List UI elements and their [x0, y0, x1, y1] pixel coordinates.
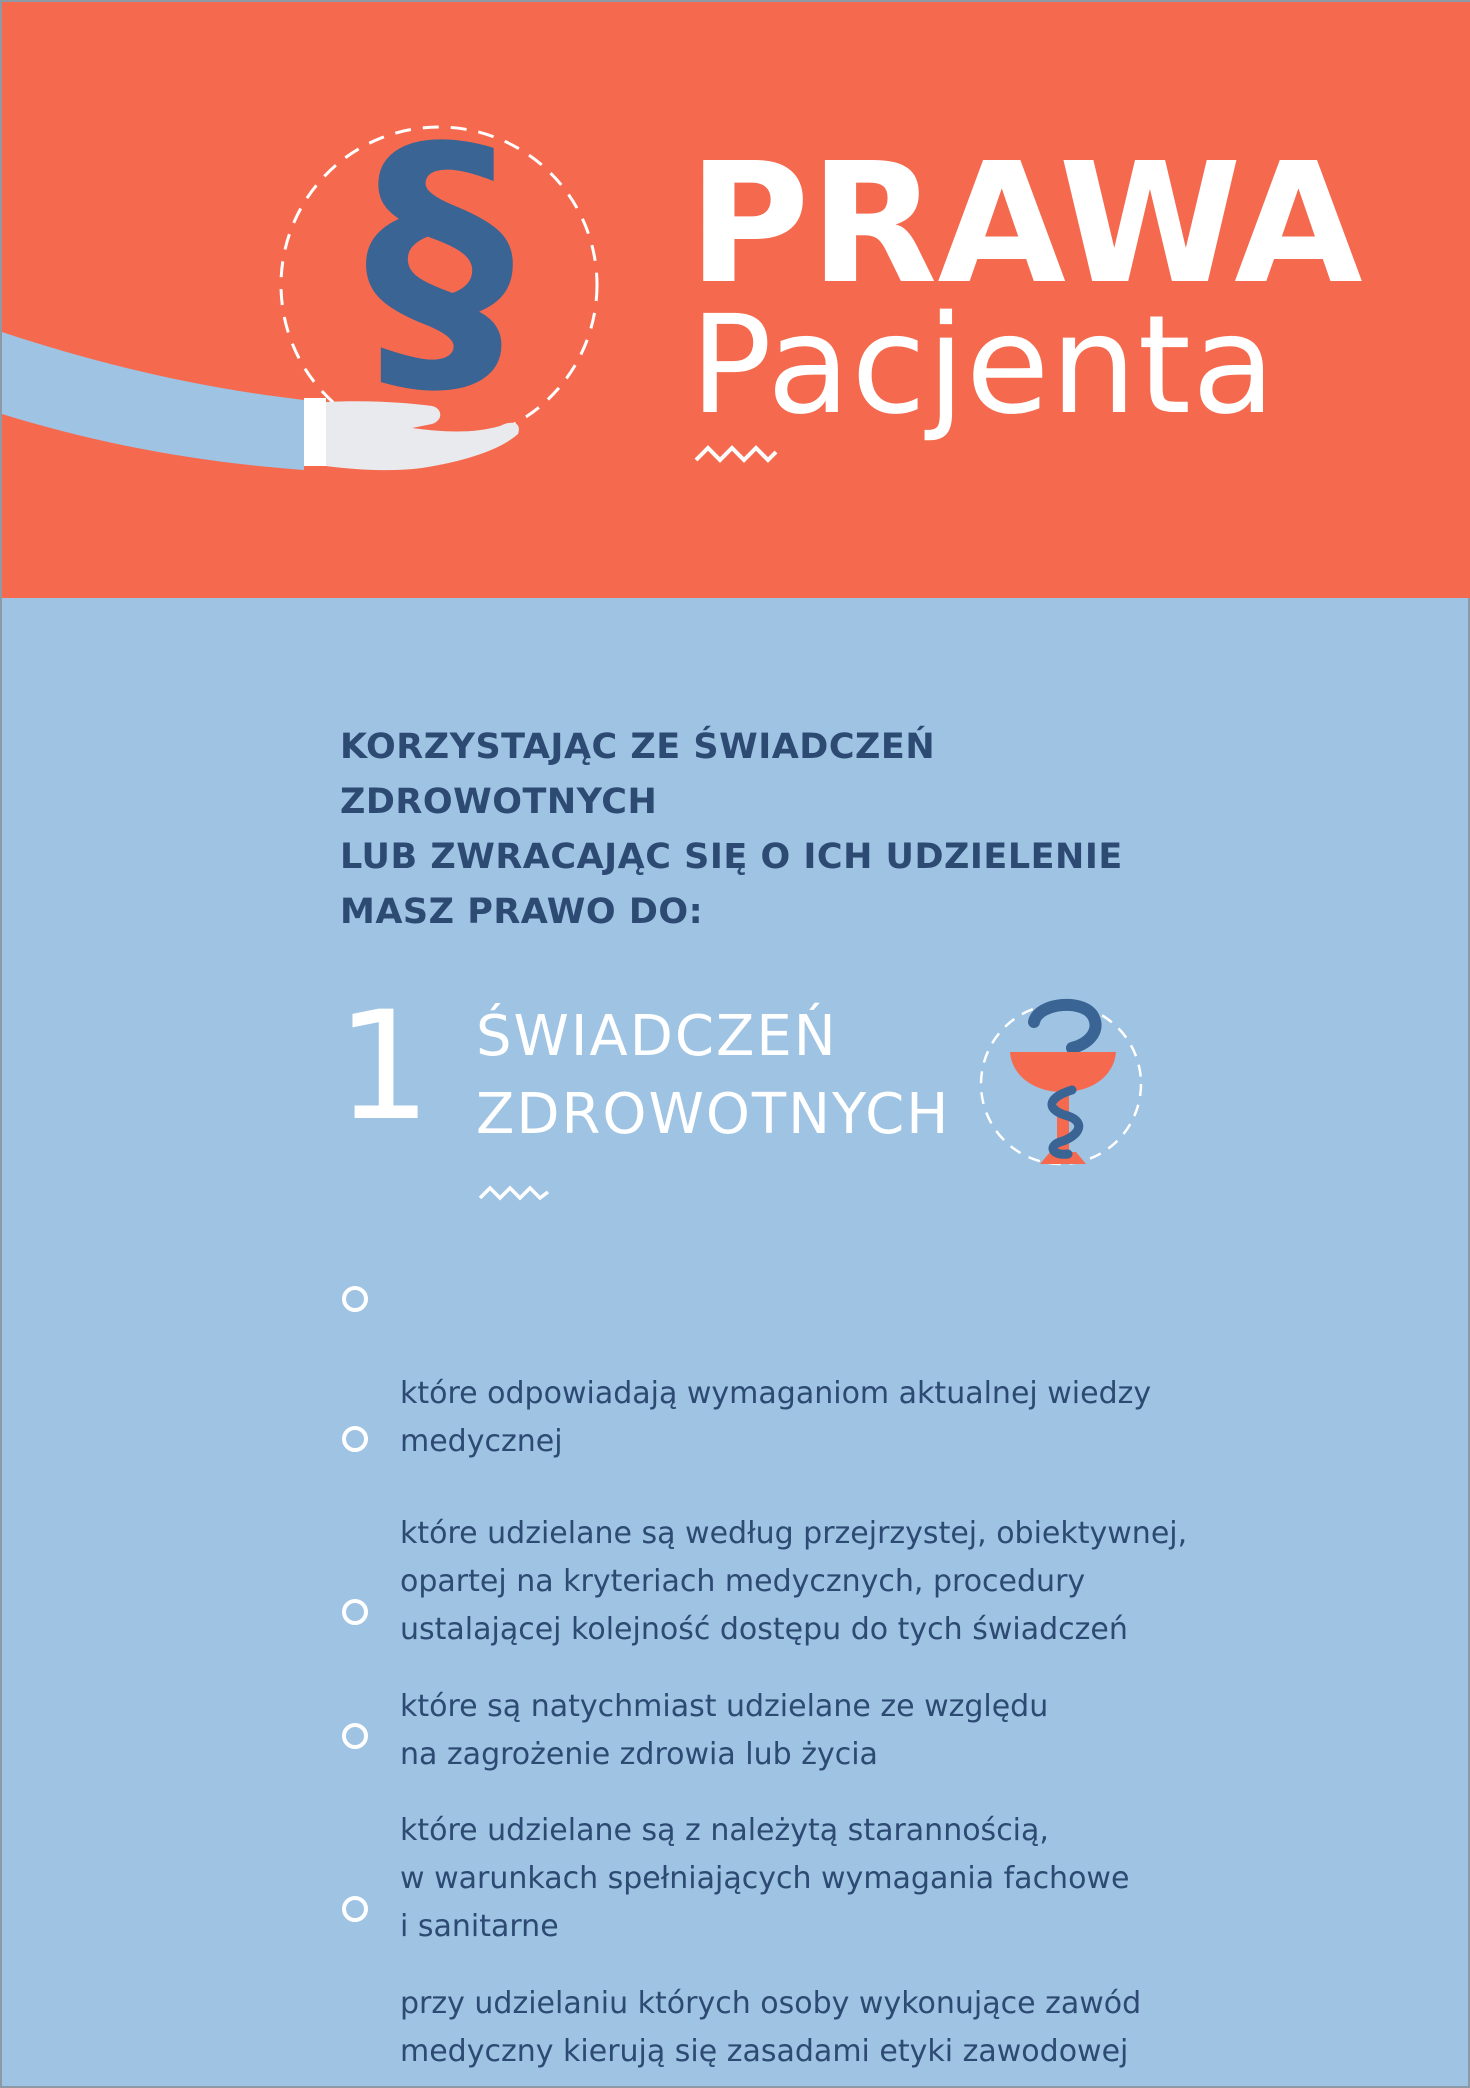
zigzag-icon: [694, 440, 778, 466]
section-number: 1: [336, 980, 432, 1154]
bowl-of-hygieia-icon: [976, 994, 1146, 1174]
bullet-circle-icon: [342, 1896, 368, 1922]
list-item: [340, 1884, 1141, 2076]
cuff-icon: [304, 398, 326, 466]
list-item-text: które udzielane są według przejrzystej, obiektywnej, opartej na kryteriach medycznych, procedury ustalającej kolejność dostępu do tych świadczeń: [400, 1516, 1188, 1647]
bullet-circle-icon: [342, 1599, 368, 1625]
page-title: PRAWA: [688, 128, 1363, 321]
bullet-circle-icon: [342, 1426, 368, 1452]
paragraph-icon: §: [364, 84, 514, 433]
header-banner: [2, 2, 1470, 598]
section-title: ŚWIADCZEŃ ZDROWOTNYCH: [476, 1004, 951, 1147]
sleeve-icon: [2, 332, 304, 470]
bullet-circle-icon: [342, 1723, 368, 1749]
list-item-text: które są natychmiast udzielane ze względu na zagrożenie zdrowia lub życia: [400, 1689, 1049, 1772]
zigzag-icon: [478, 1180, 550, 1204]
intro-text: KORZYSTAJĄC ZE ŚWIADCZEŃ ZDROWOTNYCH LUB ZWRACAJĄC SIĘ O ICH UDZIELENIE MASZ PRAWO DO:: [340, 727, 1123, 932]
list-item-text: przy udzielaniu których osoby wykonujące zawód medyczny kierują się zasadami etyki zawodowej: [400, 1986, 1142, 2069]
bullet-circle-icon: [342, 1286, 368, 1312]
list-item-text: które udzielane są z należytą starannością, w warunkach spełniających wymagania fachowe i sanitarne: [400, 1813, 1130, 1944]
list-item-text: które odpowiadają wymaganiom aktualnej wiedzy medycznej: [400, 1376, 1152, 1459]
page-subtitle: Pacjenta: [690, 287, 1277, 445]
